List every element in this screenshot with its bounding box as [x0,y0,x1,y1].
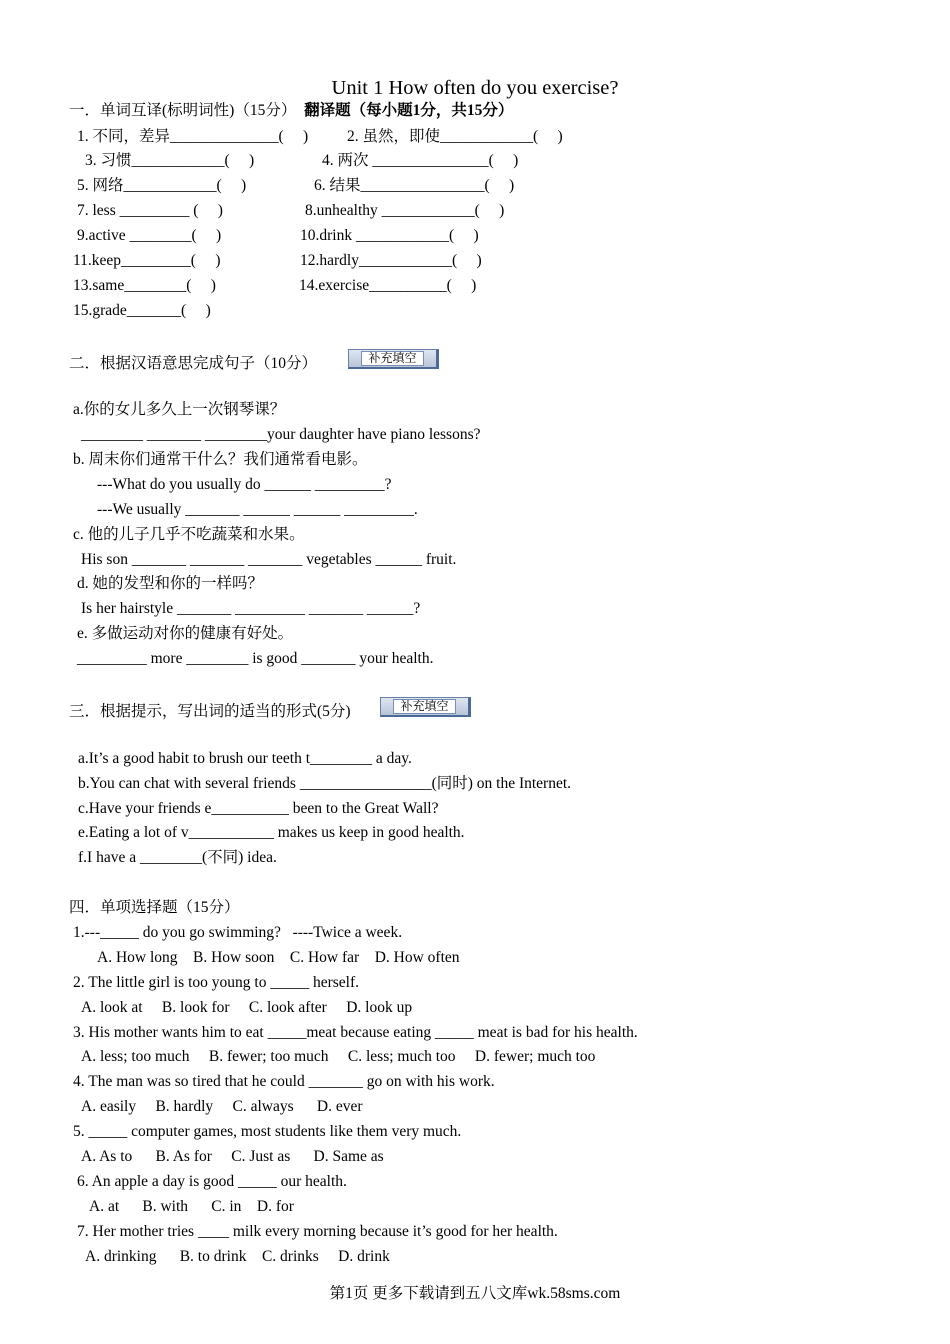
question-1: 1.---_____ do you go swimming? ----Twice a week. [73,924,403,941]
vocab-item-5: 5. 网络____________( ) [77,177,247,194]
vocab-item-6: 6. 结果________________( ) [314,177,515,194]
word-form-item-c: c.Have your friends e__________ been to the Great Wall? [78,800,439,817]
vocab-item-10: 10.drink ____________( ) [300,227,479,244]
sentence-a-chinese: a.你的女儿多久上一次钢琴课？ [73,401,286,418]
vocab-item-12: 12.hardly____________( ) [300,252,482,269]
sentence-d-chinese: d. 她的发型和你的一样吗？ [77,575,264,592]
question-6: 6. An apple a day is good _____ our health. [77,1173,347,1190]
question-7: 7. Her mother tries ____ milk every morning because it’s good for her health. [77,1223,558,1240]
question-7-options: A. drinking B. to drink C. drinks D. drink [85,1248,390,1265]
question-2: 2. The little girl is too young to _____ herself. [73,974,360,991]
vocab-item-4: 4. 两次 _______________( ) [322,152,519,169]
section-3-heading: 三．根据提示，写出词的适当的形式(5分) [69,703,351,720]
vocab-item-2: 2. 虽然，即使____________( ) [347,128,563,145]
page-footer: 第1页 更多下载请到五八文库wk.58sms.com [329,1285,621,1302]
vocab-item-9: 9.active ________( ) [77,227,222,244]
section-4-heading: 四．单项选择题（15分） [69,899,240,916]
question-4-options: A. easily B. hardly C. always D. ever [81,1098,363,1115]
word-form-item-f: f.I have a ________(不同) idea. [78,849,277,866]
question-5: 5. _____ computer games, most students like them very much. [73,1123,462,1140]
sentence-c-chinese: c. 他的儿子几乎不吃蔬菜和水果。 [73,526,305,543]
sentence-c-english: His son _______ _______ _______ vegetables ______ fruit. [81,551,457,568]
word-form-item-a: a.It’s a good habit to brush our teeth t________ a day. [78,750,412,767]
vocab-item-11: 11.keep_________( ) [73,252,221,269]
vocab-item-14: 14.exercise__________( ) [299,277,477,294]
section-1-heading-text: 一．单词互译(标明词性)（15分） [69,102,297,119]
question-5-options: A. As to B. As for C. Just as D. Same as [81,1148,384,1165]
vocab-item-3: 3. 习惯____________( ) [85,152,255,169]
word-form-item-b: b.You can chat with several friends _________________(同时) on the Internet. [78,775,572,792]
sentence-b-english-1: ---What do you usually do ______ _________? [97,476,392,493]
vocab-item-13: 13.same________( ) [73,277,216,294]
sentence-a-english: ________ _______ ________your daughter have piano lessons? [81,426,481,443]
fill-blank-button[interactable] [380,697,471,717]
vocab-item-8: 8.unhealthy ____________( ) [305,202,505,219]
question-4: 4. The man was so tired that he could _______ go on with his work. [73,1073,495,1090]
word-form-item-e: e.Eating a lot of v___________ makes us keep in good health. [78,824,465,841]
fill-blank-button-label: 补充填空 [361,351,423,366]
vocab-item-1: 1. 不同，差异______________( ) [77,128,309,145]
question-3: 3. His mother wants him to eat _____meat because eating _____ meat is bad for his health. [73,1024,638,1041]
sentence-e-english: _________ more ________ is good _______ your health. [77,650,434,667]
section-1-heading [69,101,513,121]
fill-blank-button[interactable] [348,349,439,369]
sentence-b-english-2: ---We usually _______ ______ ______ _________. [97,501,418,518]
sentence-b-chinese: b. 周末你们通常干什么？我们通常看电影。 [73,451,368,468]
question-2-options: A. look at B. look for C. look after D. look up [81,999,413,1016]
section-2-heading: 二．根据汉语意思完成句子（10分） [69,355,318,372]
fill-blank-button-label: 补充填空 [393,699,455,714]
vocab-item-15: 15.grade_______( ) [73,302,211,319]
vocab-item-7: 7. less _________ ( ) [77,202,223,219]
sentence-d-english: Is her hairstyle _______ _________ _______ ______? [81,600,421,617]
question-3-options: A. less; too much B. fewer; too much C. less; much too D. fewer; much too [81,1048,596,1065]
section-1-heading-bold: 翻译题（每小题1分，共15分） [304,102,514,119]
question-1-options: A. How long B. How soon C. How far D. How often [97,949,460,966]
sentence-e-chinese: e. 多做运动对你的健康有好处。 [77,625,294,642]
page-title: Unit 1 How often do you exercise? [331,77,619,99]
question-6-options: A. at B. with C. in D. for [89,1198,294,1215]
